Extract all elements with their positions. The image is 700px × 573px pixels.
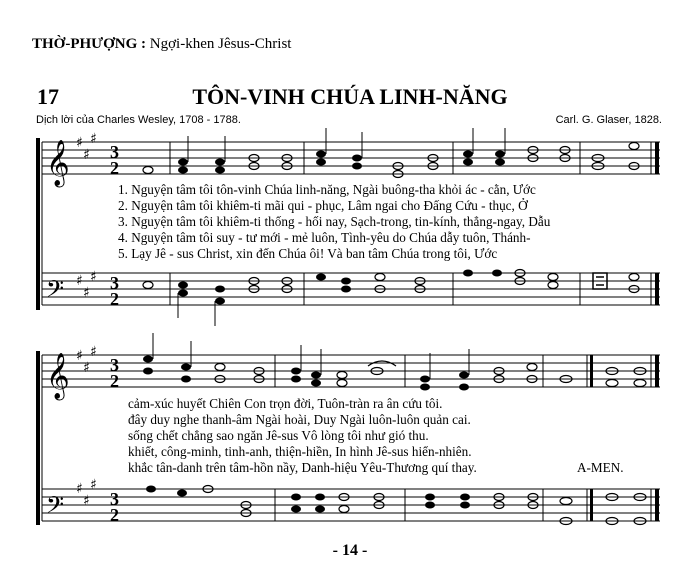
page-number: - 14 - <box>332 542 368 559</box>
svg-text:♯: ♯ <box>90 131 97 147</box>
section-subtitle: Ngợi-khen Jêsus-Christ <box>146 36 292 52</box>
verse-4-line-2: khiết, công-minh, tinh-anh, thiện-hiền, In hình Jê-sus hiển-nhiên. <box>128 444 472 459</box>
composer-credit: Carl. G. Glaser, 1828. <box>555 114 662 126</box>
svg-text:2: 2 <box>110 505 119 525</box>
verse-1-line-1: 1. Nguyện tâm tôi tôn-vinh Chúa linh-năng, Ngài buông-tha khỏi ác - cằn, Ước <box>118 182 536 197</box>
svg-text:3: 3 <box>110 142 119 162</box>
svg-text:3: 3 <box>110 273 119 293</box>
svg-text:𝄢: 𝄢 <box>46 491 65 524</box>
hymn-title: TÔN-VINH CHÚA LINH-NĂNG <box>192 84 508 109</box>
svg-text:♯: ♯ <box>83 147 90 163</box>
svg-text:2: 2 <box>110 371 119 391</box>
hymn-number: 17 <box>37 84 59 109</box>
svg-text:♯: ♯ <box>76 273 83 289</box>
section-label: THỜ-PHƯỢNG : <box>32 36 147 52</box>
verse-3-line-1: 3. Nguyện tâm tôi khiêm-ti thống - hối nay, Sạch-trong, tin-kính, thẳng-ngay, Dẫu <box>118 214 551 229</box>
verses-part1 <box>118 182 550 262</box>
svg-text:♯: ♯ <box>83 360 90 376</box>
verse-5-line-1: 5. Lạy Jê - sus Christ, xin đến Chúa ôi! Và ban tâm Chúa trong tôi, Ước <box>118 246 498 261</box>
verse-1-line-2: cảm-xúc huyết Chiên Con trọn đời, Tuôn-tràn ra ân cứu tôi. <box>128 396 443 411</box>
lyricist-credit: Dịch lời của Charles Wesley, 1708 - 1788. <box>36 114 241 126</box>
svg-text:3: 3 <box>110 355 119 375</box>
svg-text:♯: ♯ <box>90 344 97 360</box>
svg-text:2: 2 <box>110 289 119 309</box>
verses-part2 <box>128 396 477 476</box>
svg-text:♯: ♯ <box>83 493 90 509</box>
svg-text:♯: ♯ <box>76 481 83 497</box>
verse-2-line-1: 2. Nguyện tâm tôi khiêm-ti mãi qui - phục, Lâm ngai cho Đấng Cứu - thục, Ở <box>118 198 528 213</box>
svg-text:♯: ♯ <box>90 477 97 493</box>
verse-4-line-1: 4. Nguyện tâm tôi suy - tư mới - mẻ luôn, Tình-yêu do Chúa dẫy tuôn, Thánh- <box>118 230 531 245</box>
svg-text:♯: ♯ <box>83 285 90 301</box>
svg-text:𝄞: 𝄞 <box>46 353 70 399</box>
verse-3-line-2: sống chết chẳng sao ngăn Jê-sus Vô lòng tôi như gió thu. <box>128 428 429 443</box>
verse-5-line-2: khắc tân-danh trên tâm-hồn nầy, Danh-hiệu Yêu-Thương quí thay. <box>128 460 477 475</box>
bass-clef-icon: 𝄢 <box>46 275 65 308</box>
treble-clef-icon: 𝄞 <box>46 140 70 186</box>
svg-text:♯: ♯ <box>76 135 83 151</box>
svg-text:♯: ♯ <box>76 348 83 364</box>
verse-2-line-2: đây duy nghe thanh-âm Ngài hoài, Duy Ngài luôn-luôn quản cai. <box>128 412 471 427</box>
svg-text:3: 3 <box>110 489 119 509</box>
svg-text:2: 2 <box>110 158 119 178</box>
amen-text: A-MEN. <box>577 460 624 475</box>
svg-text:♯: ♯ <box>90 269 97 285</box>
